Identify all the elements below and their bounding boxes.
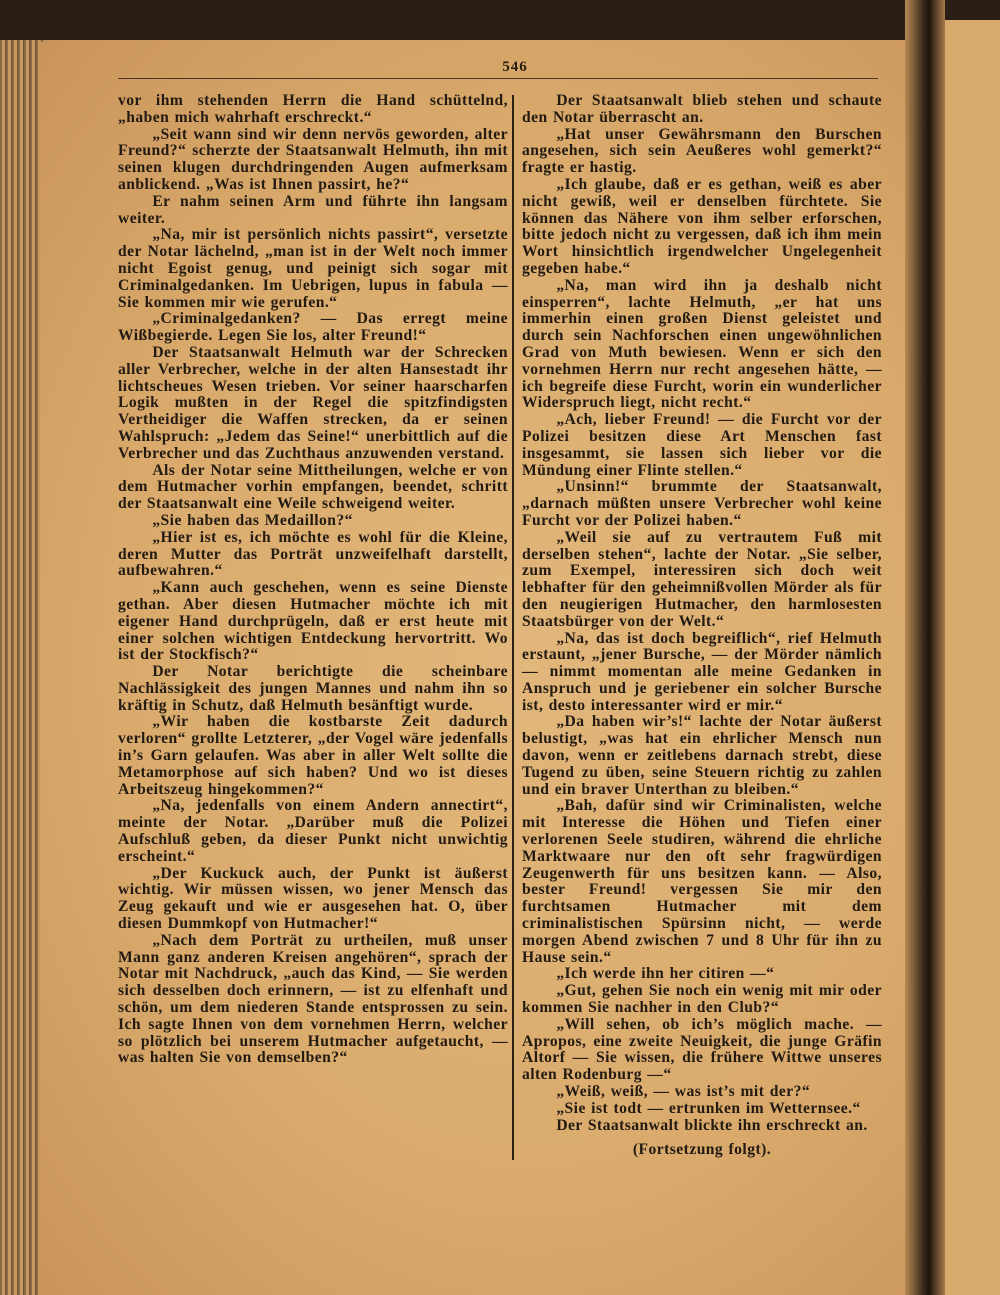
paragraph: Als der Notar seine Mittheilungen, welche er von dem Hutmacher vorhin empfangen, beendet, schritt der Staatsanwalt eine Weile schweigend weiter.: [118, 461, 508, 513]
column-divider: [512, 95, 514, 1160]
paragraph: „Na, das ist doch begreiflich“, rief Helmuth erstaunt, „jener Bursche, — der Mörder nämlich — nimmt momentan alle meine Gedanken in Anspruch und je geriebener ein solcher Bursche ist, desto interessanter wird er mir.“: [522, 629, 882, 714]
left-text-column: [118, 93, 508, 1067]
paragraph: Der Staatsanwalt blickte ihn erschreckt an.: [556, 1116, 868, 1134]
paragraph: „Sie haben das Medaillon?“: [152, 511, 353, 529]
next-page-edge: [945, 20, 1000, 1295]
paragraph: „Der Kuckuck auch, der Punkt ist äußerst wichtig. Wir müssen wissen, wo jener Mensch das Zeug gekauft und wie er ausgesehen hat. O, über diesen Dummkopf von Hutmacher!“: [118, 864, 508, 933]
paragraph: „Ich werde ihn her citiren —“: [556, 965, 775, 983]
paragraph: „Weil sie auf zu vertrautem Fuß mit derselben stehen“, lachte der Notar. „Sie selber, zum Exempel, interessiren sich doch weit lebhafter für den geheimnißvollen Mörder als für den neugierigen Hutmacher, den harmlosesten Staatsbürger von der Welt.“: [522, 528, 882, 630]
paragraph: „Unsinn!“ brummte der Staatsanwalt, „darnach müßten unsere Verbrecher wohl keine Furcht vor der Polizei haben.“: [522, 478, 882, 529]
paragraph: „Na, jedenfalls von einem Andern annectirt“, meinte der Notar. „Darüber muß die Polizei Aufschluß geben, da dieser Punkt nicht unwichtig erscheint.“: [118, 797, 508, 865]
paragraph: Der Staatsanwalt Helmuth war der Schrecken aller Verbrecher, welche in der alten Hansestadt ihr lichtscheues Wesen trieben. Vor seiner haarscharfen Logik mußten in der Regel die spitzfindigsten Vertheidiger die Waffen strecken, da er seinen Wahlspruch: „Jedem das Seine!“ unerbittlich auf die Verbrecher und das Zuchthaus anzuwenden verstand.: [118, 343, 508, 462]
paragraph: „Sie ist todt — ertrunken im Wetternsee.“: [556, 1099, 861, 1117]
paragraph: „Ach, lieber Freund! — die Furcht vor der Polizei besitzen diese Art Menschen fast insgesammt, sie lassen sich lieber vor die Mündung einer Flinte stellen.“: [522, 411, 882, 479]
paragraph: „Wir haben die kostbarste Zeit dadurch verloren“ grollte Letzterer, „der Vogel wäre jedenfalls in’s Garn gelaufen. Was aber in aller Welt sollte die Metamorphose auf sich haben? Und wo ist dieses Arbeitszeug hingekommen?“: [118, 713, 508, 798]
paragraph: „Will sehen, ob ich’s möglich mache. — Apropos, eine zweite Neuigkeit, die junge Gräfin Altorf — Sie wissen, die frühere Wittwe unseres alten Rodenburg —“: [522, 1015, 882, 1084]
book-gutter: [905, 0, 945, 1295]
paragraph: „Na, mir ist persönlich nichts passirt“, versetzte der Notar lächelnd, „man ist in der Welt noch immer nicht Egoist genug, und peinigt sich sogar mit Criminalgedanken. Im Uebrigen, lupus in fabula — Sie kommen mir wie gerufen.“: [118, 226, 508, 311]
paragraph: „Hat unser Gewährsmann den Burschen angesehen, sich sein Aeußeres wohl gemerkt?“ fragte er hastig.: [522, 125, 882, 177]
paragraph: „Da haben wir’s!“ lachte der Notar äußerst belustigt, „was hat ein ehrlicher Mensch nun davon, wenn er zeitlebens darnach strebt, diese Tugend zu üben, seine Steuern richtig zu zahlen und ein braver Unterthan zu bleiben.“: [522, 713, 882, 798]
paragraph: „Nach dem Porträt zu urtheilen, muß unser Mann ganz anderen Kreisen angehören“, sprach der Notar mit Nachdruck, „auch das Kind, — Sie werden sich desselben doch erinnern, — ist zu elfenhaft und schön, um dem niederen Stande entsprossen zu sein. Ich sagte Ihnen von dem vornehmen Herrn, welcher so plötzlich bei unserem Hutmacher aufgetaucht, — was halten Sie von demselben?“: [118, 931, 508, 1067]
header-rule: [118, 78, 878, 79]
paragraph: „Na, man wird ihn ja deshalb nicht einsperren“, lachte Helmuth, „er hat uns immerhin einen großen Dienst geleistet und durch sein Nachforschen einen ungewöhnlichen Grad von Muth bewiesen. Wenn er sich den vornehmen Herrn nur recht angesehen hätte, — ich begreife diese Furcht, worin ein wunderlicher Widerspruch liegt, nicht recht.“: [522, 276, 882, 412]
paragraph: „Ich glaube, daß er es gethan, weiß es aber nicht gewiß, weil er denselben fürchtete. Sie können das Nähere von ihm selber erforschen, bitte jedoch nicht zu vergessen, daß ich ihm mein Wort hinsichtlich irgendwelcher Ungelegenheit gegeben habe.“: [522, 175, 882, 277]
continuation-note: (Fortsetzung folgt).: [632, 1141, 772, 1159]
paragraph: Der Notar berichtigte die scheinbare Nachlässigkeit des jungen Mannes und nahm ihn so kräftig in Schutz, daß Helmuth besänftigt wurde.: [118, 663, 508, 714]
paragraph: „Hier ist es, ich möchte es wohl für die Kleine, deren Mutter das Porträt unzweifelhaft darstellt, aufbewahren.“: [118, 528, 508, 580]
paragraph: „Gut, gehen Sie noch ein wenig mit mir oder kommen Sie nachher in den Club?“: [522, 982, 882, 1017]
paragraph: vor ihm stehenden Herrn die Hand schüttelnd, „haben mich wahrhaft erschreckt.“: [118, 92, 508, 126]
page-header: [470, 58, 560, 76]
right-text-column: [522, 93, 882, 1159]
paragraph: „Criminalgedanken? — Das erregt meine Wißbegierde. Legen Sie los, alter Freund!“: [118, 310, 508, 345]
paragraph: „Kann auch geschehen, wenn es seine Dienste gethan. Aber diesen Hutmacher möchte ich mit eigener Hand durchprügeln, daß er erst heute mit einer solchen wichtigen Entdeckung hervortritt. Wo ist der Stockfisch?“: [118, 579, 508, 664]
paragraph: „Bah, dafür sind wir Criminalisten, welche mit Interesse die Höhen und Tiefen einer verlorenen Seele studiren, während die ehrliche Marktwaare nur den oft sehr fragwürdigen Zeugenwerth für uns besitzen kann. — Also, bester Freund! vergessen Sie mir den furchtsamen Hutmacher mit dem criminalistischen Spürsinn nicht, — werde morgen Abend zwischen 7 und 8 Uhr für ihn zu Hause sein.“: [522, 797, 882, 966]
paragraph: „Weiß, weiß, — was ist’s mit der?“: [556, 1083, 811, 1101]
page-number: 546: [502, 59, 528, 75]
paragraph: Er nahm seinen Arm und führte ihn langsam weiter.: [118, 192, 508, 227]
paragraph: Der Staatsanwalt blieb stehen und schaute den Notar überrascht an.: [522, 92, 882, 126]
paragraph: „Seit wann sind wir denn nervös geworden, alter Freund?“ scherzte der Staatsanwalt Helmuth, ihn mit seinen klugen durchdringenden Augen aufmerksam anblickend. „Was ist Ihnen passirt, he?“: [118, 125, 508, 193]
